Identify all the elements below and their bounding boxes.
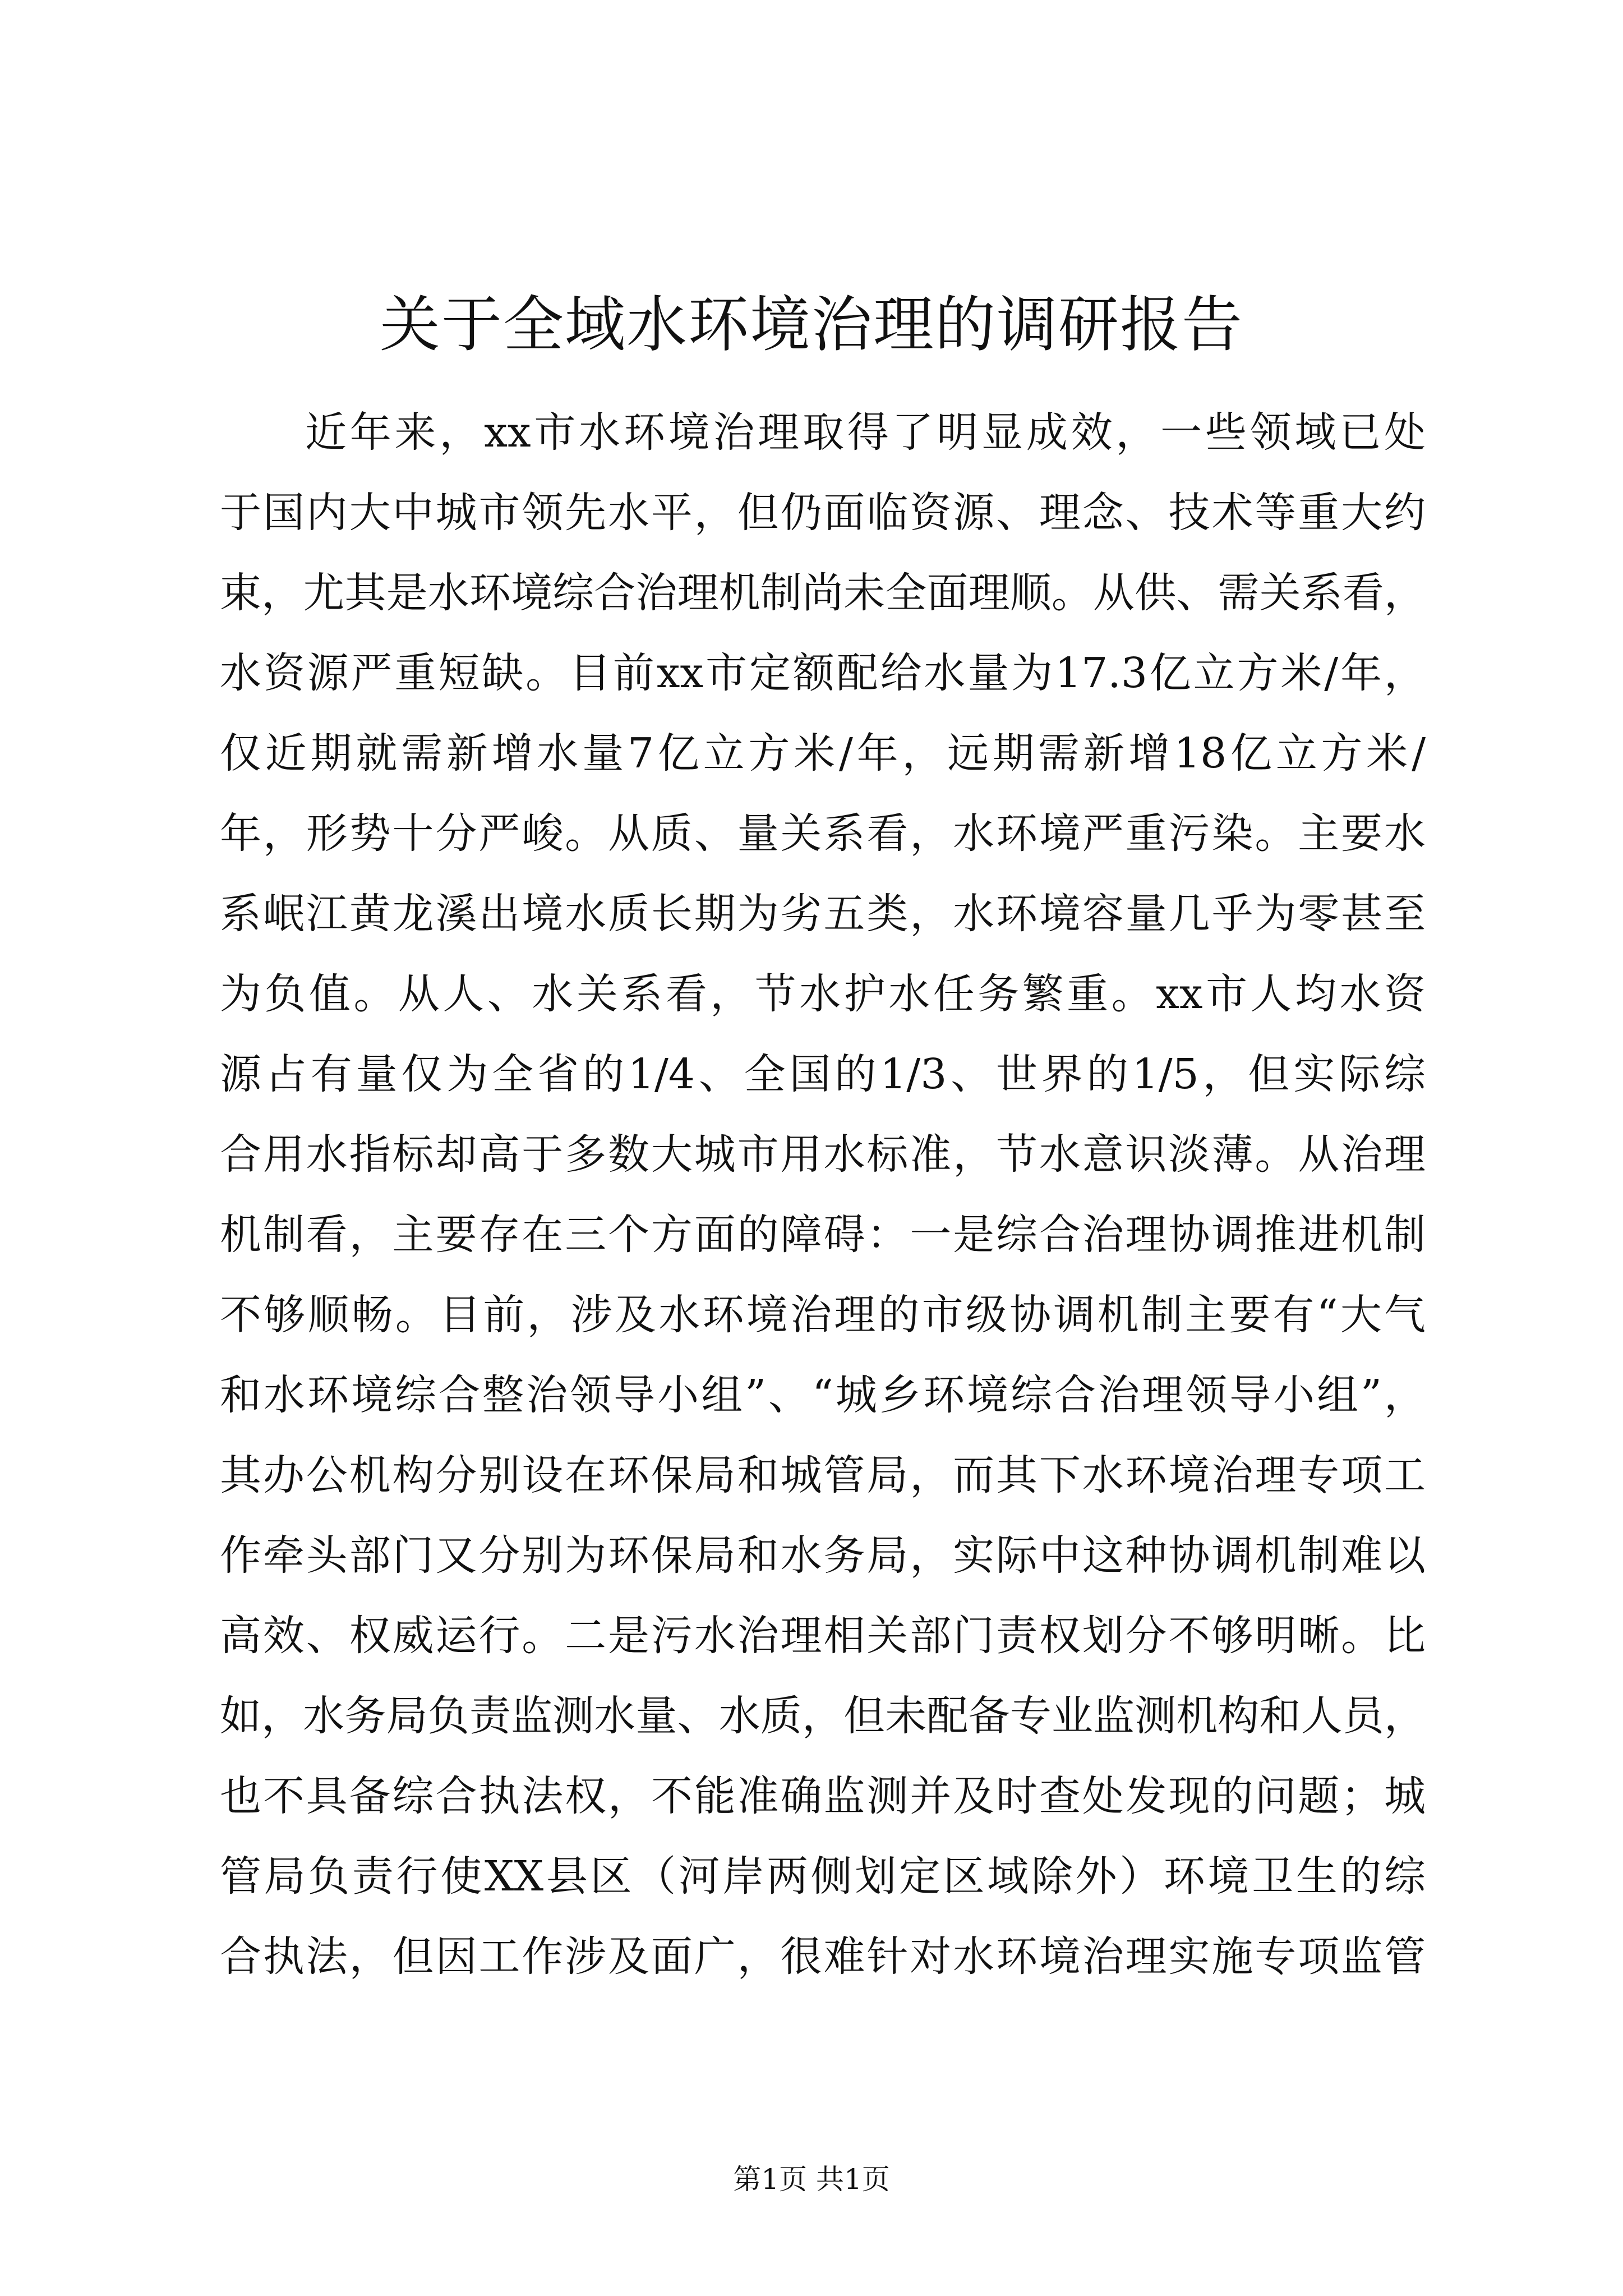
body-line: 高效、权威运行。二是污水治理相关部门责权划分不够明晰。比 [220, 1612, 1426, 1660]
body-line: 机制看，主要存在三个方面的障碍：一是综合治理协调推进机制 [220, 1211, 1426, 1259]
body-line: 束，尤其是水环境综合治理机制尚未全面理顺。从供、需关系看， [220, 569, 1426, 617]
body-line: 合用水指标却高于多数大城市用水标准，节水意识淡薄。从治理 [220, 1130, 1426, 1179]
body-line: 如，水务局负责监测水量、水质，但未配备专业监测机构和人员， [220, 1692, 1426, 1740]
body-line: 仅近期就需新增水量7亿立方米/年，远期需新增18亿立方米/ [220, 729, 1426, 777]
body-line: 和水环境综合整治领导小组”、“城乡环境综合治理领导小组”， [220, 1371, 1426, 1419]
body-line: 为负值。从人、水关系看，节水护水任务繁重。xx市人均水资 [220, 970, 1426, 1018]
body-line: 于国内大中城市领先水平，但仍面临资源、理念、技术等重大约 [220, 489, 1426, 537]
body-line: 不够顺畅。目前，涉及水环境治理的市级协调机制主要有“大气 [220, 1291, 1426, 1339]
document-body [220, 393, 1426, 1997]
page-number-footer: 第1页 共1页 [733, 2163, 890, 2196]
body-line: 源占有量仅为全省的1/4、全国的1/3、世界的1/5，但实际综 [220, 1050, 1426, 1098]
body-line: 水资源严重短缺。目前xx市定额配给水量为17.3亿立方米/年， [220, 649, 1426, 697]
body-line: 也不具备综合执法权，不能准确监测并及时查处发现的问题；城 [220, 1772, 1426, 1820]
document-title: 关于全域水环境治理的调研报告 [379, 290, 1243, 360]
body-line: 年，形势十分严峻。从质、量关系看，水环境严重污染。主要水 [220, 809, 1426, 858]
body-line: 近年来，xx市水环境治理取得了明显成效，一些领域已处 [305, 408, 1426, 457]
body-line: 合执法，但因工作涉及面广，很难针对水环境治理实施专项监管 [220, 1932, 1426, 1981]
body-line: 其办公机构分别设在环保局和城管局，而其下水环境治理专项工 [220, 1451, 1426, 1499]
body-line: 系岷江黄龙溪出境水质长期为劣五类，水环境容量几乎为零甚至 [220, 890, 1426, 938]
body-line: 作牵头部门又分别为环保局和水务局，实际中这种协调机制难以 [220, 1531, 1426, 1580]
body-line: 管局负责行使XX县区（河岸两侧划定区域除外）环境卫生的综 [220, 1852, 1426, 1901]
